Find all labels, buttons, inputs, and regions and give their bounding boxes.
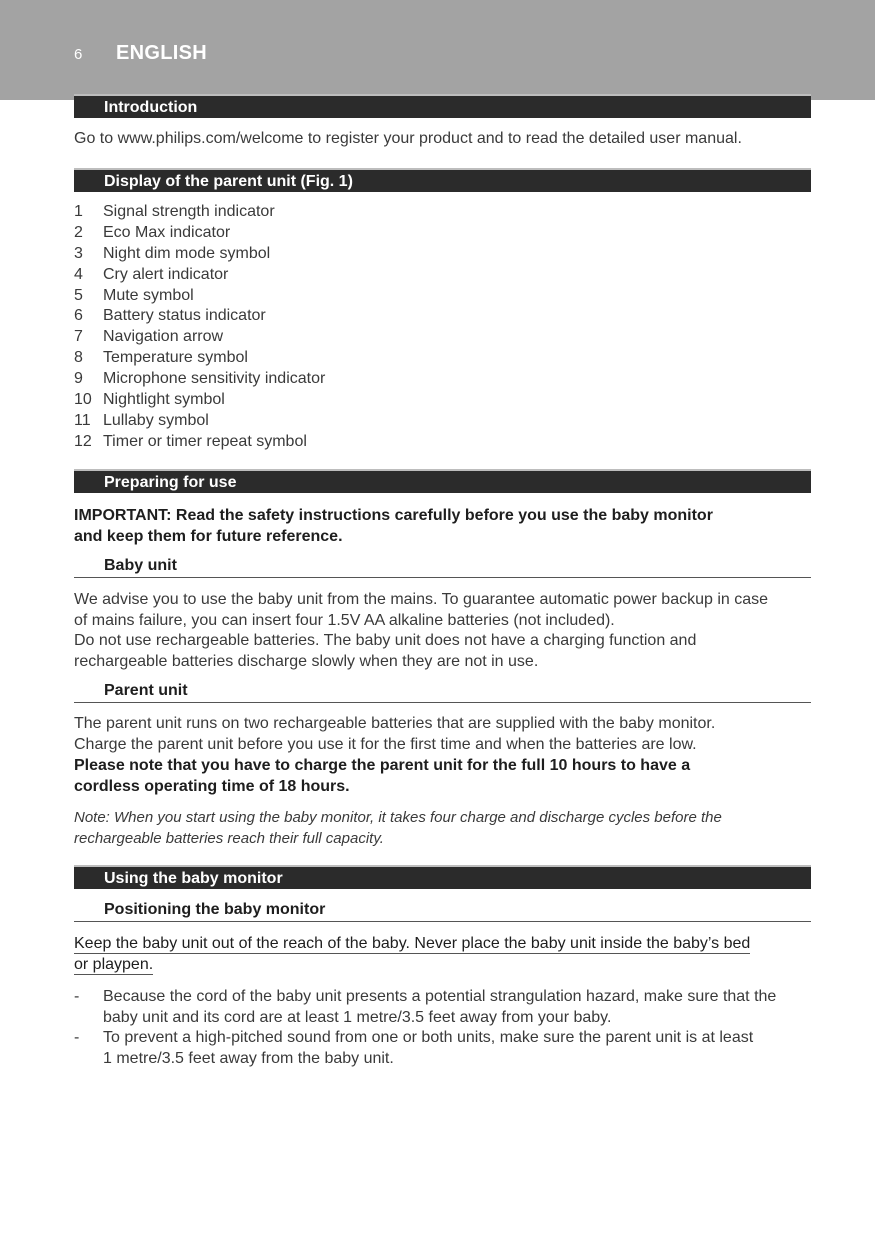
list-item: 11 Lullaby symbol — [74, 411, 209, 429]
section-heading-introduction: Introduction — [74, 94, 811, 118]
subheading-baby-unit: Baby unit — [74, 557, 811, 578]
list-item: 8 Temperature symbol — [74, 349, 248, 367]
list-item: 12 Timer or timer repeat symbol — [74, 432, 307, 450]
baby-unit-line-1: We advise you to use the baby unit from the mains. To guarantee automatic power backup in case — [74, 591, 769, 608]
baby-unit-line-3: Do not use rechargeable batteries. The baby unit does not have a charging function and — [74, 632, 697, 649]
important-line-1: IMPORTANT: Read the safety instructions carefully before you use the baby monitor — [74, 507, 713, 524]
baby-unit-line-2: of mains failure, you can insert four 1.5V AA alkaline batteries (not included). — [74, 612, 615, 629]
parent-unit-bold-line-2: cordless operating time of 18 hours. — [74, 778, 350, 795]
parent-unit-line-2: Charge the parent unit before you use it for the first time and when the batteries are low. — [74, 736, 697, 753]
intro-text: Go to www.philips.com/welcome to register your product and to read the detailed user manual. — [74, 130, 742, 147]
list-item: 10 Nightlight symbol — [74, 391, 225, 409]
note-line-2: rechargeable batteries reach their full capacity. — [74, 830, 384, 847]
list-item: 3 Night dim mode symbol — [74, 244, 271, 262]
warning-line-1: Keep the baby unit out of the reach of the baby. Never place the baby unit inside the baby’s bed — [74, 935, 751, 952]
baby-unit-line-4: rechargeable batteries discharge slowly when they are not in use. — [74, 653, 539, 670]
list-item: 1 Signal strength indicator — [74, 203, 275, 220]
list-item: 7 Navigation arrow — [74, 328, 224, 346]
important-line-2: and keep them for future reference. — [74, 528, 343, 545]
section-heading-display: Display of the parent unit (Fig. 1) — [74, 168, 811, 192]
section-heading-using: Using the baby monitor — [74, 865, 811, 889]
list-item: 6 Battery status indicator — [74, 307, 266, 325]
subheading-positioning: Positioning the baby monitor — [74, 901, 811, 922]
list-item: 5 Mute symbol — [74, 286, 194, 304]
list-item: 4 Cry alert indicator — [74, 265, 229, 283]
subheading-parent-unit: Parent unit — [74, 682, 811, 703]
warning-line-2: or playpen. — [74, 956, 154, 973]
list-item: 2 Eco Max indicator — [74, 223, 231, 241]
page-number: 6 — [74, 46, 83, 63]
parent-unit-bold-line-1: Please note that you have to charge the parent unit for the full 10 hours to have a — [74, 757, 691, 774]
page-language: ENGLISH — [116, 42, 207, 64]
section-heading-preparing: Preparing for use — [74, 469, 811, 493]
parent-unit-line-1: The parent unit runs on two rechargeable batteries that are supplied with the baby monitor. — [74, 715, 716, 732]
note-line-1: Note: When you start using the baby monitor, it takes four charge and discharge cycles before the — [74, 809, 722, 826]
display-item-list — [74, 201, 325, 452]
list-item: 9 Microphone sensitivity indicator — [74, 370, 326, 388]
